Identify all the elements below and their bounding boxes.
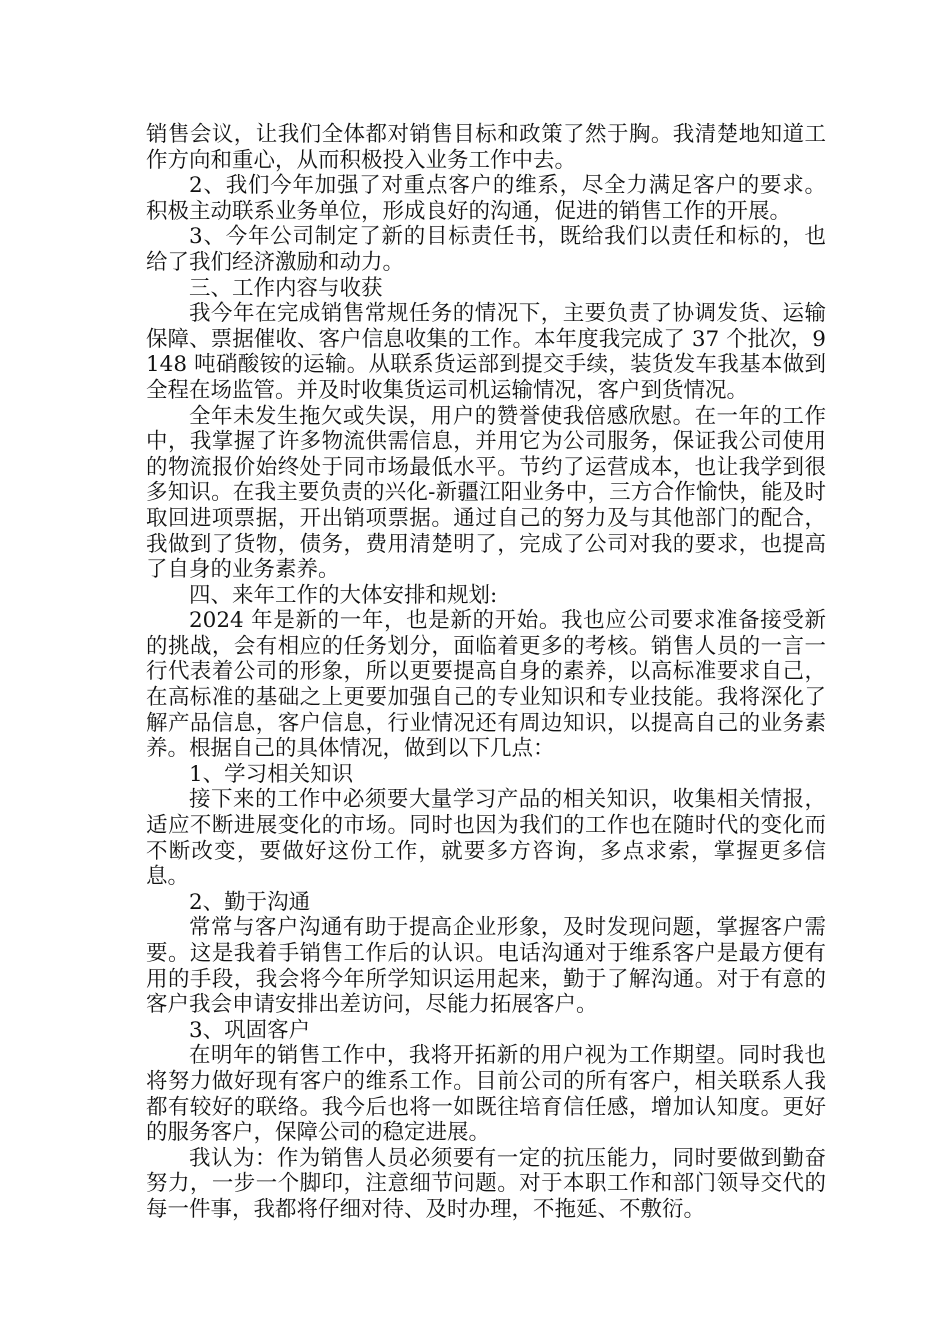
- document-page: [146, 122, 826, 1223]
- paragraph-learn-knowledge: 接下来的工作中必须要大量学习产品的相关知识，收集相关情报，适应不断进展变化的市场。同时也因为我们的工作也在随时代的变化而不断改变，要做好这份工作，就要多方咨询，多点求索，掌握更多信息。: [146, 787, 826, 890]
- paragraph-key-clients: 2、我们今年加强了对重点客户的维系，尽全力满足客户的要求。积极主动联系业务单位，形成良好的沟通，促进的销售工作的开展。: [146, 173, 826, 224]
- paragraph-communication: 常常与客户沟通有助于提高企业形象，及时发现问题，掌握客户需要。这是我着手销售工作后的认识。电话沟通对于维系客户是最方便有用的手段，我会将今年所学知识运用起来，勤于了解沟通。对于有意的客户我会申请安排出差访问，尽能力拓展客户。: [146, 915, 826, 1018]
- paragraph-no-errors: 全年未发生拖欠或失误，用户的赞誉使我倍感欣慰。在一年的工作中，我掌握了许多物流供需信息，并用它为公司服务，保证我公司使用的物流报价始终处于同市场最低水平。节约了运营成本，也让我学到很多知识。在我主要负责的兴化-新疆江阳业务中，三方合作愉快，能及时取回进项票据，开出销项票据。通过自己的努力及与其他部门的配合，我做到了货物，债务，费用清楚明了，完成了公司对我的要求，也提高了自身的业务素养。: [146, 403, 826, 583]
- paragraph-consolidate-clients: 在明年的销售工作中，我将开拓新的用户视为工作期望。同时我也将努力做好现有客户的维系工作。目前公司的所有客户，相关联系人我都有较好的联络。我今后也将一如既往培育信任感，增加认知度。更好的服务客户，保障公司的稳定进展。: [146, 1043, 826, 1146]
- section-heading-work-content: 三、工作内容与收获: [189, 275, 383, 301]
- paragraph-new-year: 2024 年是新的一年，也是新的开始。我也应公司要求准备接受新的挑战，会有相应的任务划分，面临着更多的考核。销售人员的一言一行代表着公司的形象，所以更要提高自身的素养，以高标准要求自己，在高标准的基础之上更要加强自己的专业知识和专业技能。我将深化了解产品信息，客户信息，行业情况还有周边知识，以提高自己的业务素养。根据自己的具体情况，做到以下几点：: [146, 608, 826, 762]
- paragraph-target-responsibility: 3、今年公司制定了新的目标责任书，既给我们以责任和标的，也给了我们经济激励和动力。: [146, 224, 826, 275]
- subheading-communication: 2、勤于沟通: [189, 889, 311, 915]
- paragraph-conclusion: 我认为：作为销售人员必须要有一定的抗压能力，同时要做到勤奋努力，一步一个脚印，注意细节问题。对于本职工作和部门领导交代的每一件事，我都将仔细对待、及时办理，不拖延、不敷衍。: [146, 1145, 826, 1222]
- subheading-consolidate-clients: 3、巩固客户: [189, 1017, 311, 1043]
- subheading-learn-knowledge: 1、学习相关知识: [189, 761, 354, 787]
- paragraph-work-summary: 我今年在完成销售常规任务的情况下，主要负责了协调发货、运输保障、票据催收、客户信息收集的工作。本年度我完成了 37 个批次，9148 吨硝酸铵的运输。从联系货运部到提交手续，装货发车我基本做到全程在场监管。并及时收集货运司机运输情况，客户到货情况。: [146, 301, 826, 403]
- paragraph-continued: 销售会议，让我们全体都对销售目标和政策了然于胸。我清楚地知道工作方向和重心，从而积极投入业务工作中去。: [146, 122, 826, 173]
- section-heading-next-year-plan: 四、来年工作的大体安排和规划:: [189, 582, 498, 608]
